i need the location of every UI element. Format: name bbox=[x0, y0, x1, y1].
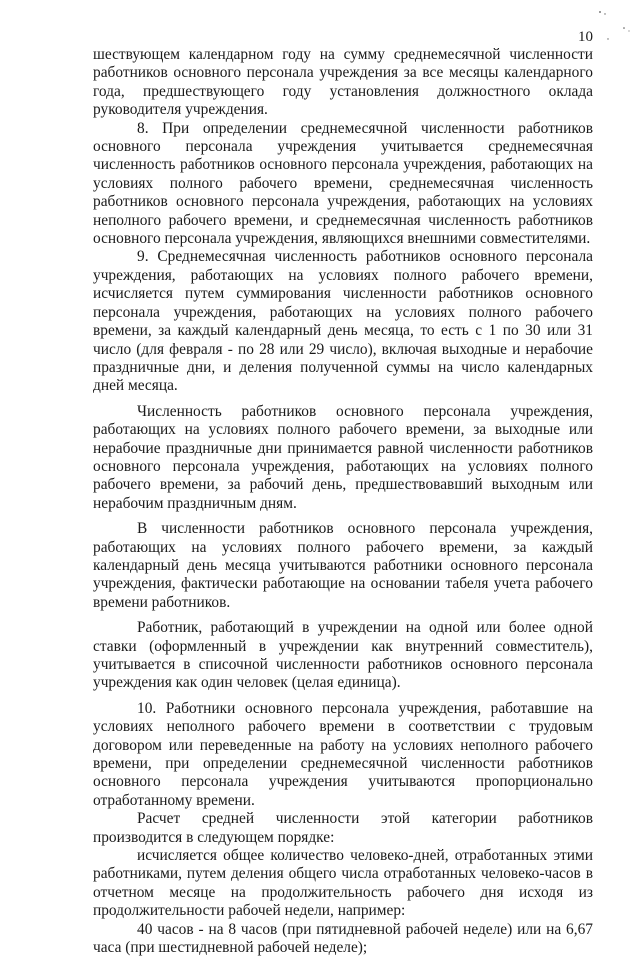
paragraph-9: 9. Среднемесячная численность работников основного персонала учреждения, работающих на условиях полного рабочего времени, исчисляется путем суммирования численности работников основного персонала учреждения, работающих на условиях полного рабочего времени, за каждый календарный день месяца, то есть с 1 по 30 или 31 число (для февраля - по 28 или 29 число), включая выходные и нерабочие праздничные дни, и деления полученной суммы на число календарных дней месяца. bbox=[93, 248, 593, 395]
paragraph-8: 8. При определении среднемесячной численности работников основного персонала учреждения учитывается среднемесячная численность работников основного персонала учреждения, работающих на условиях полного рабочего времени, среднемесячная численность работников основного персонала учреждения, работающих на условиях неполного рабочего времени, и среднемесячная численность работников основного персонала учреждения, являющихся внешними совместителями. bbox=[93, 119, 593, 248]
paragraph-continued: шествующем календарном году на сумму среднемесячной численности работников основного персонала учреждения за все месяцы календарного года, предшествующего году установления должностного оклада руководителя учреждения. bbox=[93, 46, 593, 119]
paragraph-timesheet: В численности работников основного персонала учреждения, работающих на условиях полного рабочего времени, за каждый календарный день месяца учитываются работники основного персонала учреждения, фактически работающие на основании табеля учета рабочего времени работников. bbox=[93, 520, 593, 611]
paragraph-person-days: исчисляется общее количество человеко-дней, отработанных этими работниками, путем деления общего числа отработанных человеко-часов в отчетном месяце на продолжительность рабочего дня исходя из продолжительности рабочей недели, например: bbox=[93, 847, 593, 920]
paragraph-calculation-order: Расчет средней численности этой категории работников производится в следующем порядке: bbox=[93, 810, 593, 846]
paragraph-10: 10. Работники основного персонала учреждения, работавшие на условиях неполного рабочего времени в соответствии с трудовым договором или переведенные на работу на условиях неполного рабочего времени, при определении среднемесячной численности работников основного персонала учреждения учитываются пропорционально отработанному времени. bbox=[93, 699, 593, 809]
document-text bbox=[93, 46, 593, 958]
page-number: 10 bbox=[578, 29, 593, 45]
paragraph-example: 40 часов - на 8 часов (при пятидневной рабочей неделе) или на 6,67 часа (при шестидневной рабочей неделе); bbox=[93, 920, 593, 957]
paragraph-one-person: Работник, работающий в учреждении на одной или более одной ставки (оформленный в учреждении как внутренний совместитель), учитывается в списочной численности работников основного персонала учреждения как один человек (целая единица). bbox=[93, 619, 593, 692]
paragraph-holidays: Численность работников основного персонала учреждения, работающих на условиях полного рабочего времени, за выходные или нерабочие праздничные дни принимается равной численности работников основного персонала учреждения, работающих на условиях полного рабочего времени, за рабочий день, предшествовавший выходным или нерабочим праздничным дням. bbox=[93, 402, 593, 512]
scan-specks-decoration bbox=[596, 6, 632, 42]
